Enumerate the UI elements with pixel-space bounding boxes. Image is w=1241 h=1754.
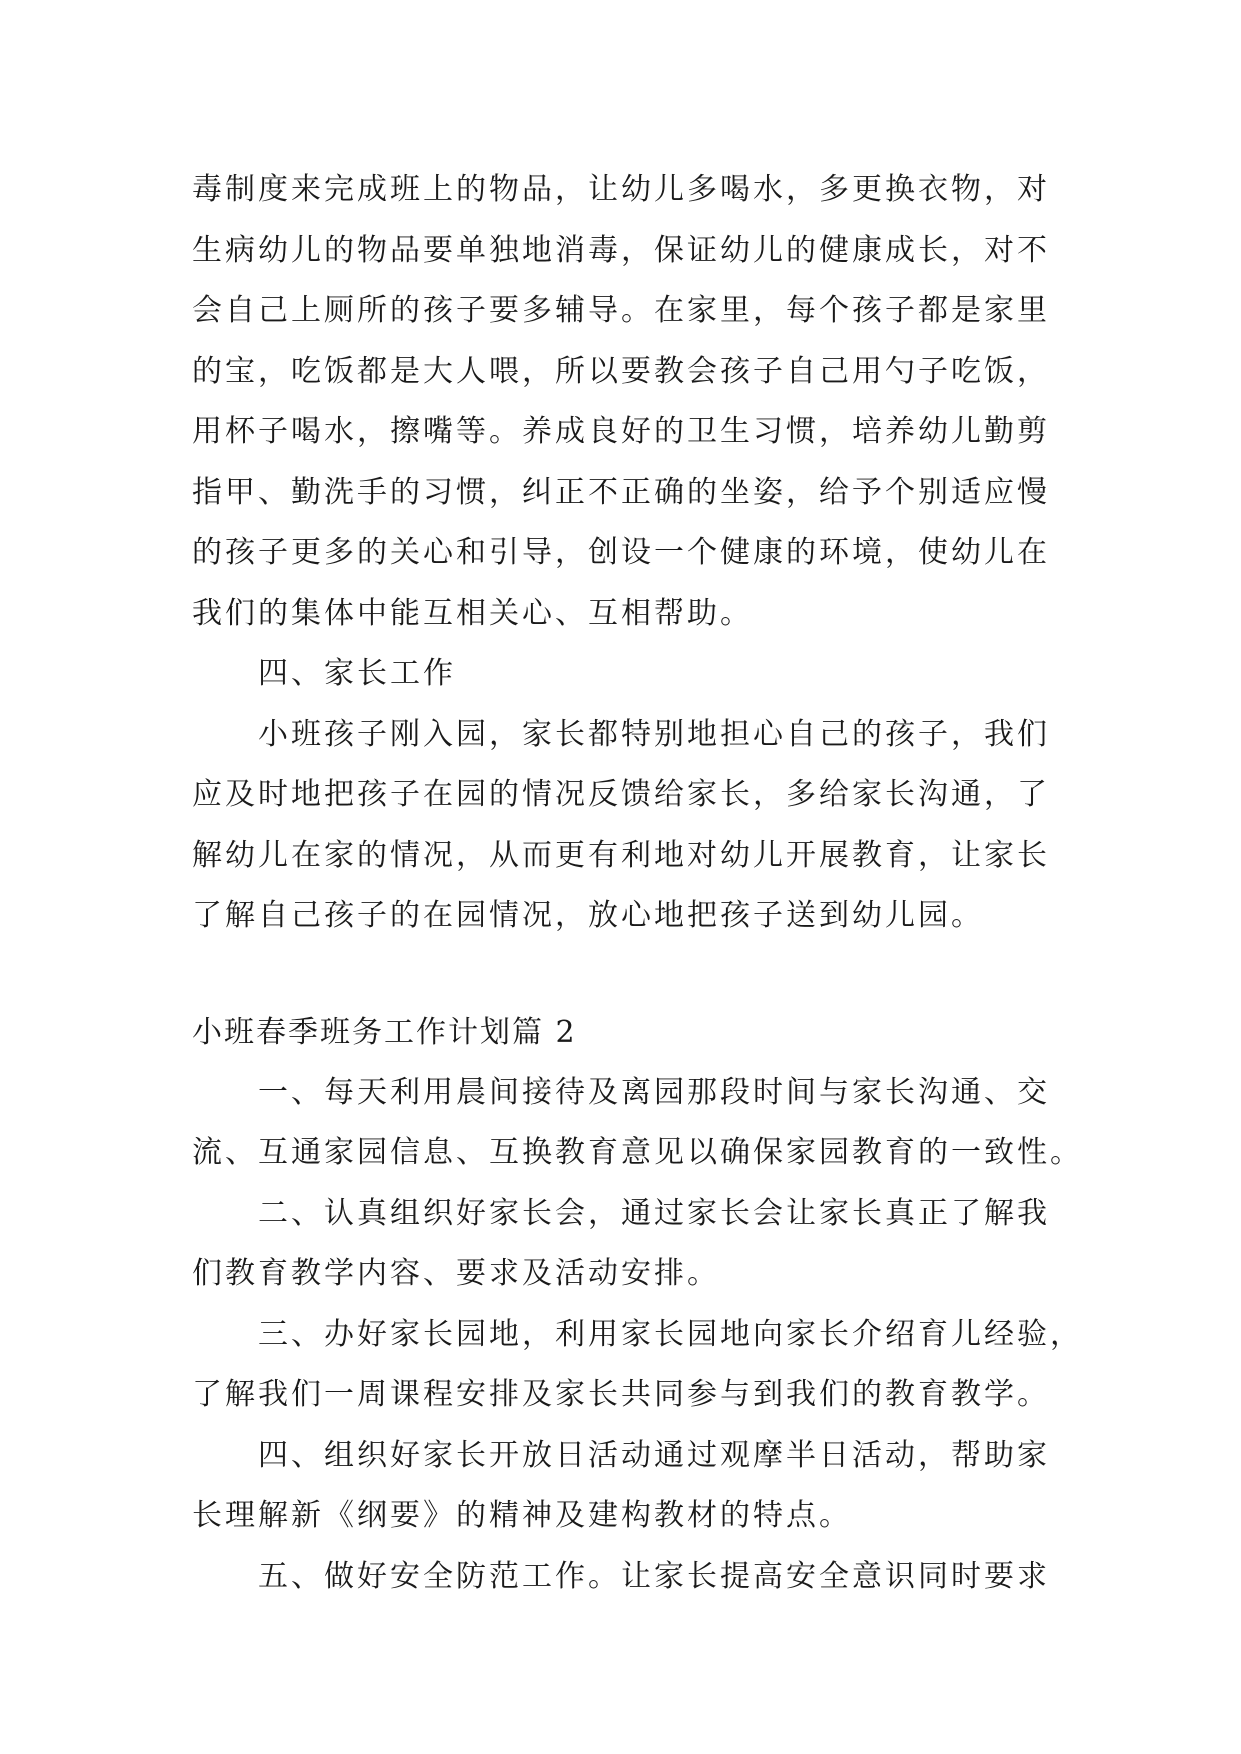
text-line: 毒制度来完成班上的物品，让幼儿多喝水，多更换衣物，对: [192, 172, 1050, 207]
text-line: 小班孩子刚入园，家长都特别地担心自己的孩子，我们: [258, 716, 1050, 752]
subheading-parent-work: 四、家长工作: [258, 656, 456, 691]
item-4: [192, 1426, 1052, 1547]
text-line: 用杯子喝水，擦嘴等。养成良好的卫生习惯，培养幼儿勤剪: [192, 414, 1050, 449]
text-line: 了解自己孩子的在园情况，放心地把孩子送到幼儿园。: [192, 898, 984, 933]
paragraph-parent-work: [192, 705, 1052, 947]
text-line: 的孩子更多的关心和引导，创设一个健康的环境，使幼儿在: [192, 535, 1050, 570]
text-line: 一、每天利用晨间接待及离园那段时间与家长沟通、交: [258, 1074, 1050, 1110]
item-1: [192, 1063, 1083, 1184]
text-line: 了解我们一周课程安排及家长共同参与到我们的教育教学。: [192, 1377, 1050, 1412]
text-line: 应及时地把孩子在园的情况反馈给家长，多给家长沟通，了: [192, 777, 1050, 812]
text-line: 二、认真组织好家长会，通过家长会让家长真正了解我: [258, 1195, 1050, 1231]
text-line: 五、做好安全防范工作。让家长提高安全意识同时要求: [258, 1558, 1050, 1594]
section-title: 小班春季班务工作计划篇 2: [192, 1014, 577, 1050]
text-line: 们教育教学内容、要求及活动安排。: [192, 1256, 720, 1291]
item-5: [192, 1547, 1052, 1608]
text-line: 长理解新《纲要》的精神及建构教材的特点。: [192, 1498, 852, 1533]
text-line: 流、互通家园信息、互换教育意见以确保家园教育的一致性。: [192, 1135, 1083, 1170]
item-3: [192, 1305, 1083, 1426]
text-line: 生病幼儿的物品要单独地消毒，保证幼儿的健康成长，对不: [192, 232, 1050, 268]
item-2: [192, 1184, 1052, 1305]
text-line: 四、组织好家长开放日活动通过观摩半日活动，帮助家: [258, 1437, 1050, 1473]
text-line: 指甲、勤洗手的习惯，纠正不正确的坐姿，给予个别适应慢: [192, 474, 1050, 510]
document-body: [192, 160, 1083, 1607]
text-line: 解幼儿在家的情况，从而更有利地对幼儿开展教育，让家长: [192, 837, 1050, 873]
text-line: 三、办好家长园地，利用家长园地向家长介绍育儿经验，: [258, 1316, 1083, 1352]
text-line: 我们的集体中能互相关心、互相帮助。: [192, 595, 753, 631]
paragraph-hygiene: [192, 160, 1052, 644]
text-line: 的宝，吃饭都是大人喂，所以要教会孩子自己用勺子吃饭，: [192, 353, 1050, 389]
text-line: 会自己上厕所的孩子要多辅导。在家里，每个孩子都是家里: [192, 293, 1050, 328]
section-gap: [192, 947, 1052, 1003]
